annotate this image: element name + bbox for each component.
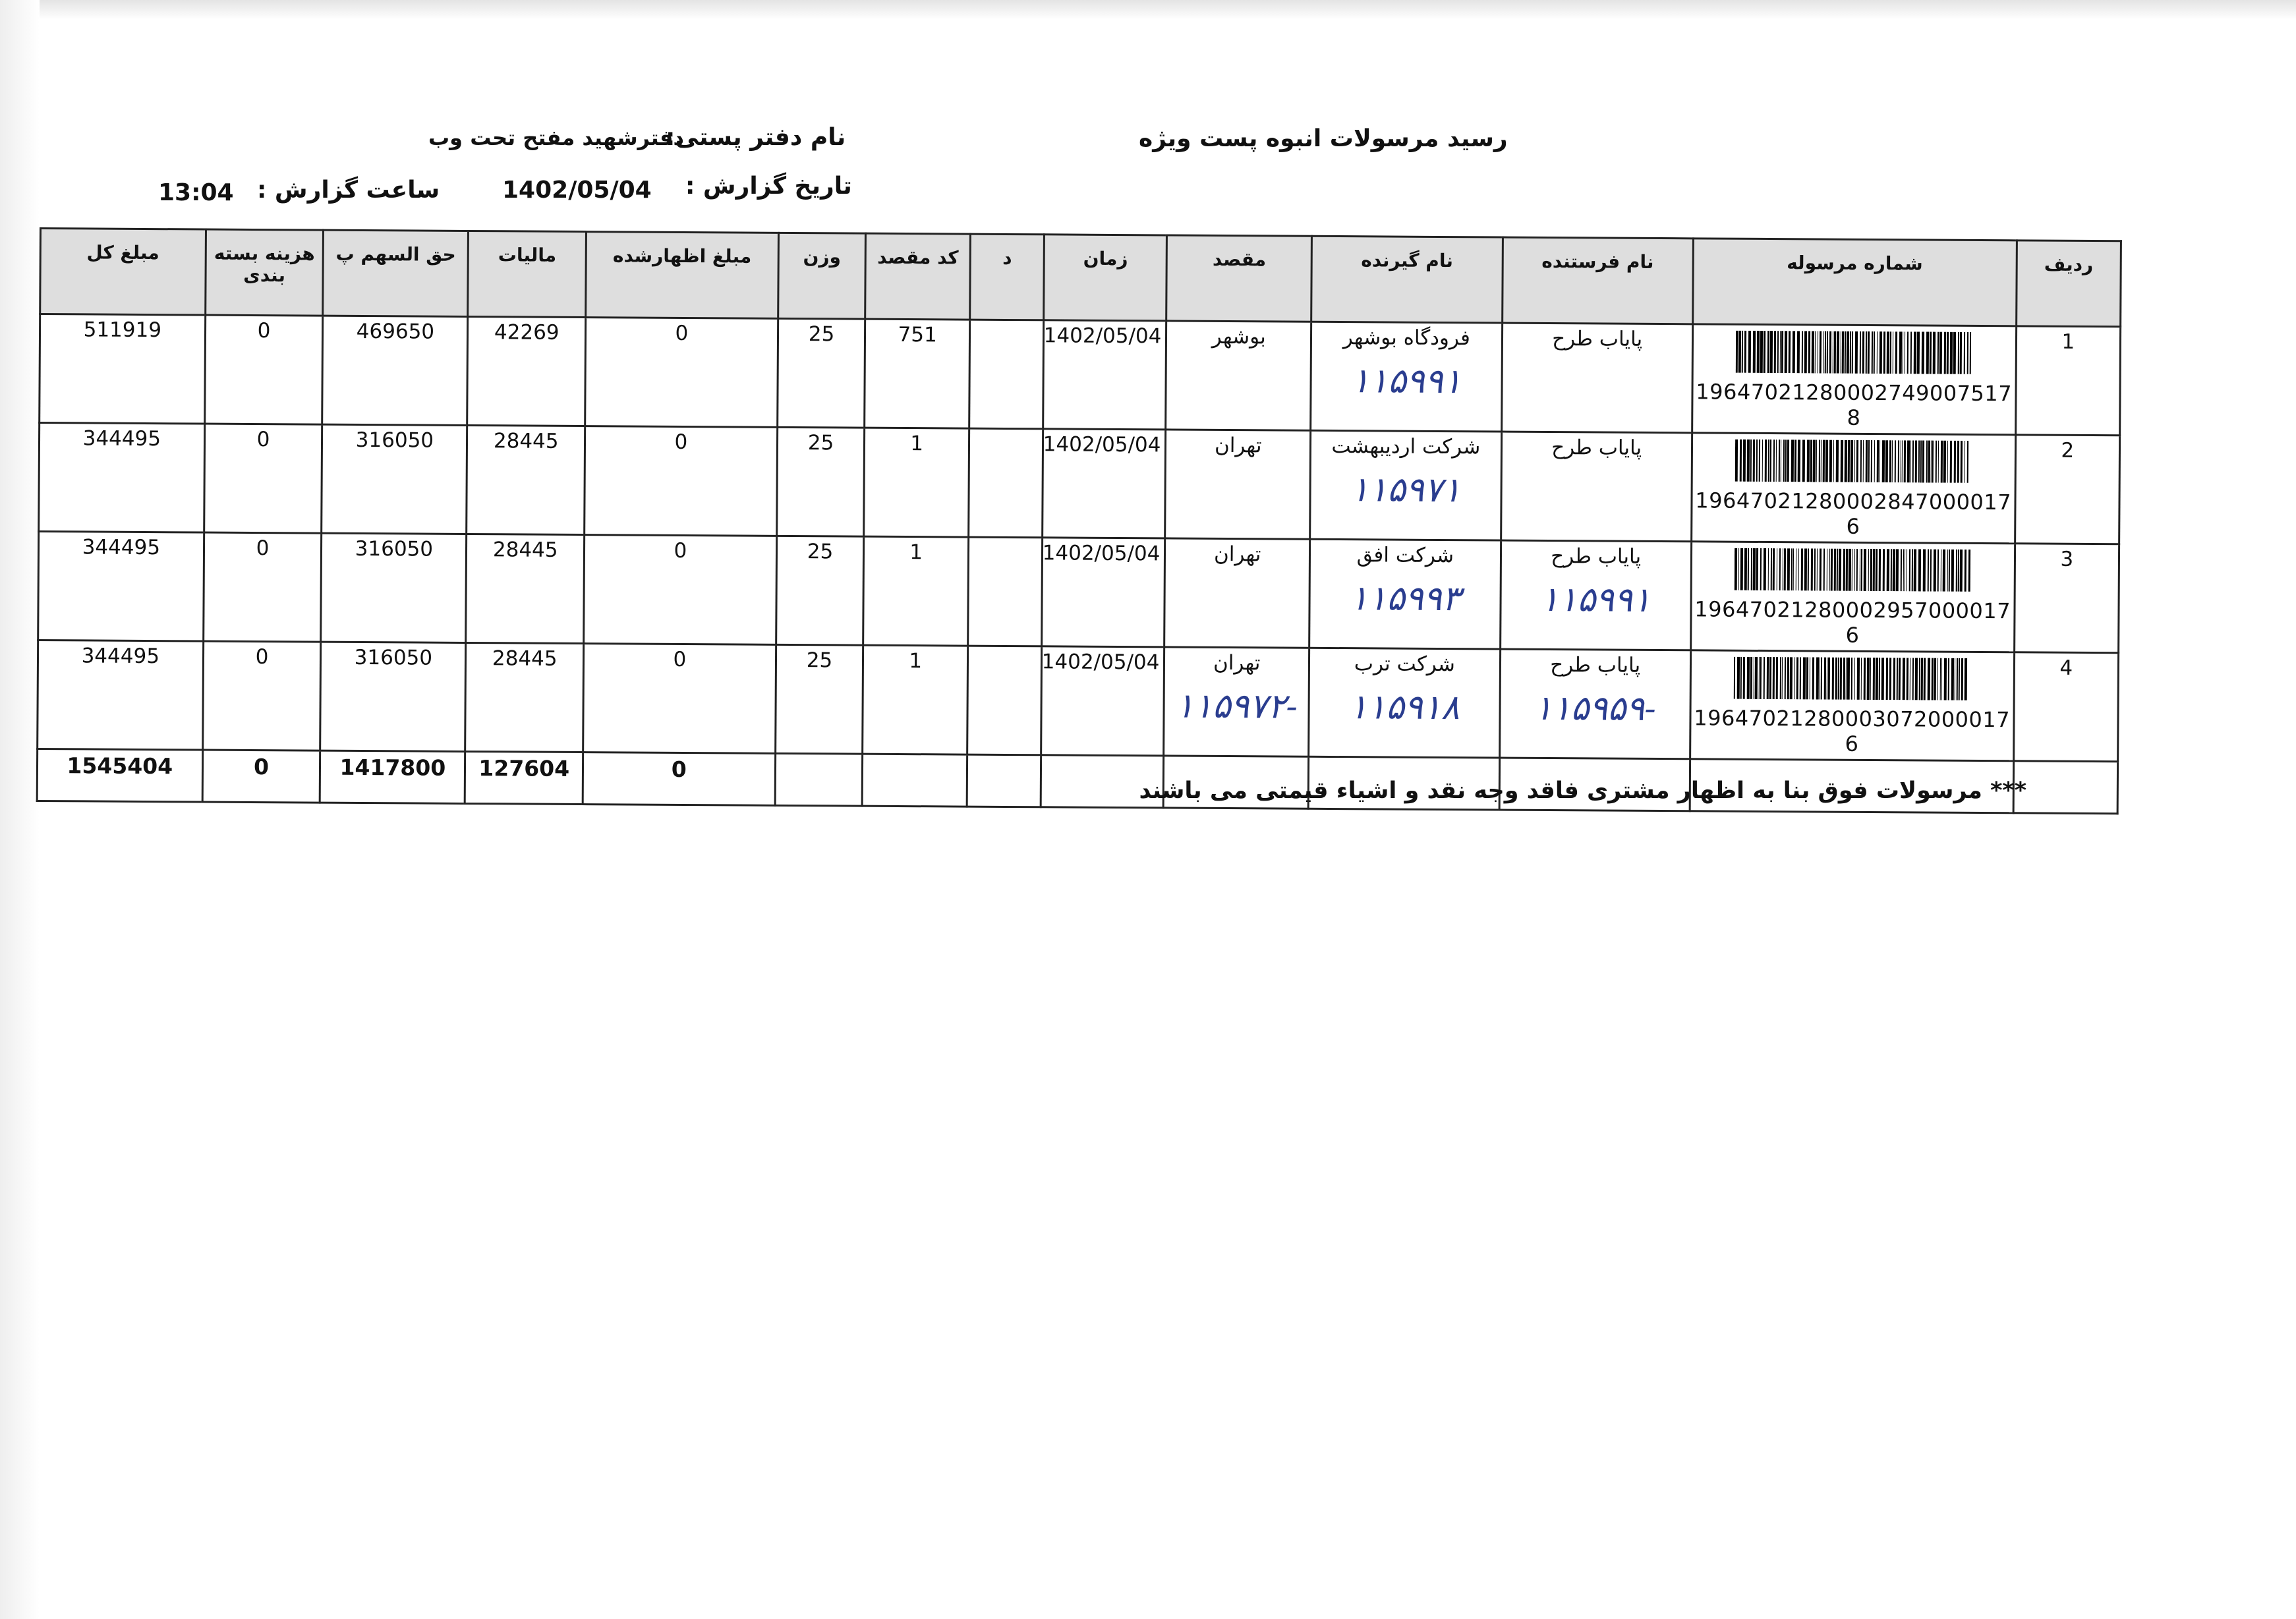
footer-note: *** مرسولات فوق بنا به اظهار مشتری فاقد وجه نقد و اشیاء قیمتی می باشند	[1139, 778, 2026, 804]
cell-sender	[1501, 323, 1692, 433]
cell-total: 344495	[39, 423, 205, 533]
cell-destination	[1164, 647, 1309, 756]
cell-packaging: 0	[203, 532, 322, 642]
cell-weight: 25	[777, 318, 865, 428]
cell-time: 1402/05/04	[1042, 538, 1165, 647]
destination-signature: ۱۱۵۹۷۲-	[1175, 686, 1298, 727]
total-tax: 127604	[465, 751, 583, 804]
sender-signature	[1506, 471, 1686, 472]
sender-name: پایاب طرح	[1550, 653, 1641, 677]
sender-name: پایاب طرح	[1551, 544, 1642, 569]
cell-sender	[1501, 432, 1692, 542]
scan-top-edge	[0, 0, 2296, 20]
total-declared: 0	[583, 753, 775, 806]
cell-declared: 0	[583, 644, 776, 754]
cell-dest-code: 1	[863, 645, 967, 754]
tracking-number: 19647021280002847000017 6	[1695, 488, 2012, 539]
sender-name: پایاب طرح	[1551, 436, 1642, 460]
table-row	[39, 423, 2120, 544]
destination-name: تهران	[1214, 433, 1262, 458]
destination-name: تهران	[1213, 542, 1261, 567]
cell-share: 316050	[320, 642, 466, 751]
receiver-signature: ۱۱۵۹۷۱	[1350, 470, 1461, 511]
cell-row-number: 1	[2015, 326, 2120, 436]
cell-tracking	[1690, 650, 2014, 761]
destination-name: بوشهر	[1211, 324, 1266, 349]
sender-signature: ۱۱۵۹۹۱	[1540, 579, 1651, 620]
cell-declared: 0	[585, 426, 777, 536]
col-header-time: زمان	[1044, 235, 1167, 321]
table-header-row	[40, 229, 2121, 327]
destination-name: تهران	[1213, 650, 1261, 675]
cell-destination	[1166, 321, 1311, 430]
cell-share: 316050	[322, 424, 467, 534]
cell-share: 316050	[321, 533, 467, 642]
cell-dest-code: 1	[864, 428, 969, 537]
receiver-name: فرودگاه بوشهر	[1342, 326, 1470, 351]
col-header-tax: مالیات	[468, 231, 587, 317]
office-label: نام دفتر پستی:	[666, 124, 846, 151]
tracking-number: 19647021280002749007517 8	[1696, 379, 2013, 430]
cell-dest-code: 751	[865, 319, 969, 428]
cell-receiver	[1310, 430, 1501, 540]
receiver-name: شرکت ترب	[1354, 652, 1455, 677]
cell-time: 1402/05/04	[1041, 646, 1164, 756]
cell-tracking	[1692, 324, 2016, 435]
cell-d	[969, 320, 1044, 429]
total-share: 1417800	[320, 751, 465, 803]
table-row	[38, 640, 2119, 761]
shipments-table	[36, 227, 2122, 814]
col-header-row-number: ردیف	[2016, 241, 2121, 327]
cell-row-number: 4	[2013, 652, 2118, 762]
cell-sender	[1499, 649, 1690, 759]
cell-dest-code: 1	[863, 536, 968, 646]
cell-total: 344495	[38, 640, 204, 750]
cell-packaging: 0	[202, 641, 321, 751]
report-time-value: 13:04	[158, 179, 234, 206]
col-header-total: مبلغ کل	[40, 229, 206, 316]
total-packaging: 0	[202, 750, 320, 803]
cell-packaging: 0	[204, 315, 323, 424]
barcode-icon	[1733, 657, 1970, 700]
barcode-icon	[1735, 331, 1972, 374]
barcode-icon	[1734, 548, 1971, 592]
cell-tax: 28445	[467, 425, 585, 534]
col-header-tracking: شماره مرسوله	[1692, 239, 2017, 326]
cell-row-number: 2	[2015, 435, 2119, 544]
cell-weight: 25	[775, 644, 863, 754]
cell-time: 1402/05/04	[1043, 429, 1166, 538]
cell-share: 469650	[322, 316, 468, 425]
table-row	[38, 532, 2119, 653]
report-date-value: 1402/05/04	[502, 177, 652, 204]
cell-tracking	[1691, 433, 2015, 544]
scan-left-edge	[0, 0, 40, 1619]
cell-tracking	[1690, 542, 2015, 652]
col-header-share: حق السهم پ	[323, 230, 469, 316]
report-date-label: تاریخ گزارش :	[685, 173, 852, 200]
report-time-label: ساعت گزارش :	[257, 177, 440, 204]
cell-empty	[2013, 761, 2118, 814]
cell-total: 344495	[38, 532, 204, 642]
receiver-signature: ۱۱۵۹۱۸	[1348, 687, 1460, 728]
cell-destination	[1164, 538, 1310, 648]
cell-declared: 0	[584, 535, 776, 645]
cell-receiver	[1309, 539, 1501, 649]
tracking-number: 19647021280002957000017 6	[1694, 596, 2011, 648]
receiver-signature: ۱۱۵۹۹۳	[1349, 579, 1460, 619]
cell-receiver	[1311, 322, 1502, 432]
col-header-d: د	[970, 234, 1045, 320]
sender-signature: ۱۱۵۹۵۹-	[1534, 688, 1657, 729]
cell-sender	[1500, 540, 1691, 650]
col-header-receiver: نام گیرنده	[1311, 236, 1503, 323]
cell-declared: 0	[585, 318, 778, 428]
cell-packaging: 0	[204, 424, 322, 533]
sender-name: پایاب طرح	[1552, 327, 1643, 351]
tracking-number: 19647021280003072000017 6	[1694, 705, 2011, 756]
document-title: رسید مرسولات انبوه پست ویژه	[1139, 125, 1508, 152]
cell-time: 1402/05/04	[1043, 320, 1166, 430]
col-header-weight: وزن	[778, 233, 866, 319]
sender-signature	[1507, 362, 1687, 364]
cell-d	[969, 428, 1043, 538]
receiver-name: شرکت افق	[1356, 543, 1454, 568]
col-header-declared: مبلغ اظهارشده	[586, 232, 778, 319]
cell-empty	[775, 753, 863, 806]
cell-weight: 25	[776, 427, 865, 536]
cell-d	[967, 646, 1042, 755]
cell-weight: 25	[776, 536, 864, 645]
col-header-dest-code: کد مقصد	[865, 233, 970, 320]
cell-empty	[967, 754, 1041, 807]
cell-destination	[1165, 430, 1311, 539]
receiver-name: شرکت اردیبهشت	[1331, 434, 1481, 459]
table-row	[40, 314, 2121, 436]
office-value: دفترشهید مفتح تحت وب	[428, 125, 684, 150]
cell-tax: 28445	[466, 534, 585, 643]
cell-row-number: 3	[2014, 544, 2119, 653]
barcode-icon	[1735, 440, 1972, 483]
col-header-sender: نام فرستنده	[1502, 237, 1693, 324]
col-header-packaging: هزینه بسته بندی	[205, 229, 324, 316]
col-header-destination: مقصد	[1166, 235, 1312, 322]
cell-d	[968, 537, 1043, 646]
receiver-signature: ۱۱۵۹۹۱	[1350, 361, 1462, 402]
grand-total: 1545404	[37, 749, 202, 802]
cell-receiver	[1309, 648, 1500, 758]
cell-tax: 42269	[467, 316, 586, 426]
destination-signature	[1170, 577, 1305, 578]
cell-total: 511919	[40, 314, 206, 424]
cell-tax: 28445	[465, 642, 584, 752]
cell-empty	[863, 754, 967, 807]
